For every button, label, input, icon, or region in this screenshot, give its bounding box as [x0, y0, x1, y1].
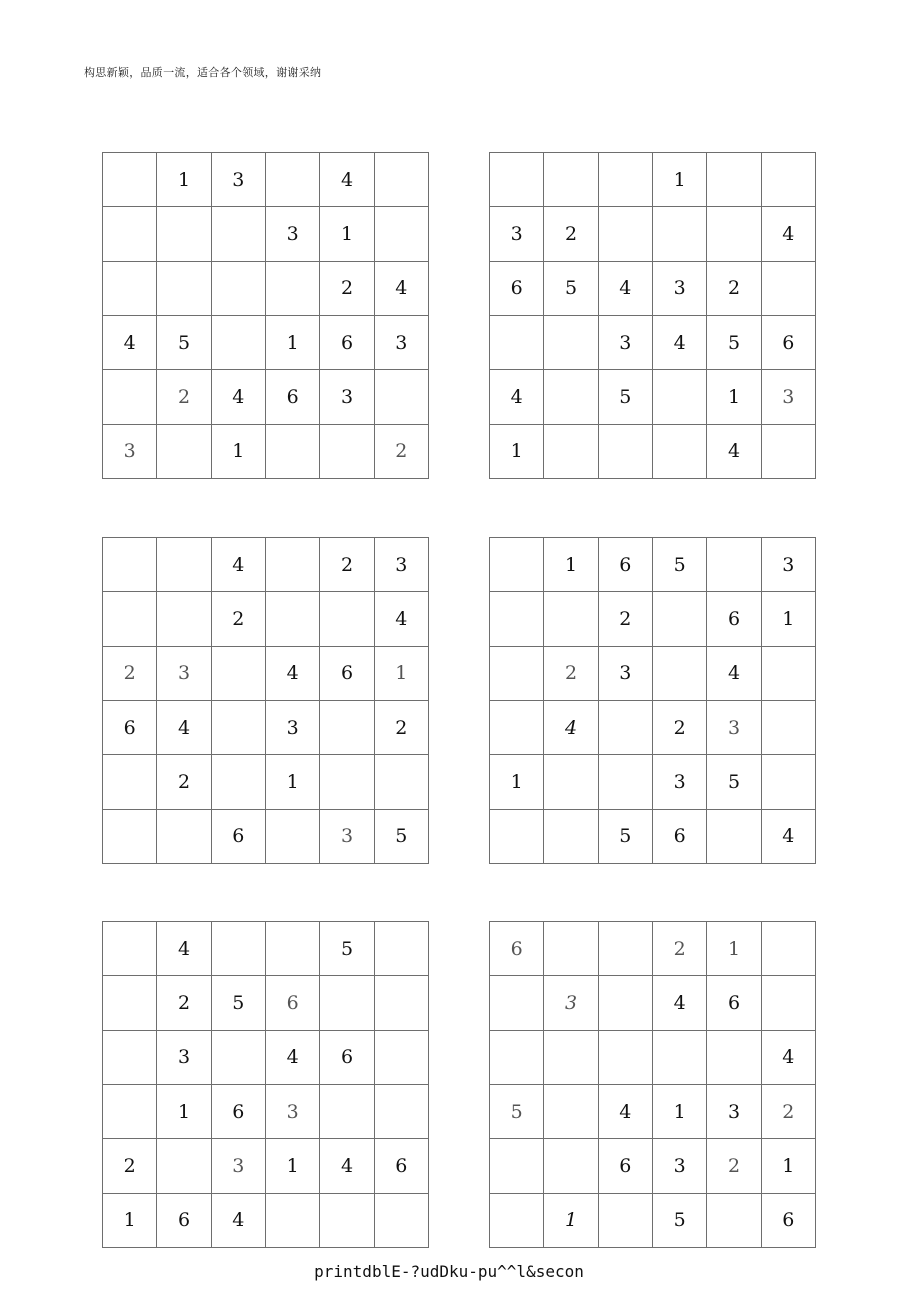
grid-cell: [266, 425, 320, 479]
grid-cell: 5: [157, 316, 211, 370]
grid-cell: [707, 1031, 761, 1085]
grid-cell: [320, 1085, 374, 1139]
grid-cell: [490, 538, 544, 592]
grid-cell: 1: [653, 1085, 707, 1139]
grid-cell: [103, 153, 157, 207]
grid-cell: 6: [599, 538, 653, 592]
grid-cell: [762, 922, 816, 976]
grid-cell: [599, 207, 653, 261]
grid-cell: [212, 316, 266, 370]
grid-cell: 3: [762, 370, 816, 424]
grid-cell: [103, 810, 157, 864]
grid-cell: [212, 755, 266, 809]
grid-cell: [490, 976, 544, 1030]
grid-cell: [103, 1085, 157, 1139]
grid-cell: 4: [762, 207, 816, 261]
grid-cell: [320, 701, 374, 755]
grid-cell: [157, 207, 211, 261]
grid-cell: [375, 755, 429, 809]
grid-cell: 4: [544, 701, 598, 755]
sudoku-grid-6: [489, 921, 816, 1248]
grid-cell: [375, 922, 429, 976]
grid-cell: [103, 538, 157, 592]
grid-cell: 1: [762, 1139, 816, 1193]
grid-cell: [212, 701, 266, 755]
grid-cell: 2: [320, 262, 374, 316]
grid-cell: 5: [212, 976, 266, 1030]
grid-cell: 1: [375, 647, 429, 701]
grid-cell: [762, 262, 816, 316]
grid-cell: [490, 701, 544, 755]
grid-cell: 4: [599, 1085, 653, 1139]
grid-cell: 4: [599, 262, 653, 316]
grid-cell: 3: [544, 976, 598, 1030]
grid-cell: 1: [707, 922, 761, 976]
grid-cell: [320, 592, 374, 646]
grid-cell: 2: [544, 647, 598, 701]
grid-cell: 6: [490, 922, 544, 976]
grid-cell: 2: [375, 701, 429, 755]
grid-cell: [375, 976, 429, 1030]
grid-cell: 1: [212, 425, 266, 479]
grid-cell: 3: [375, 316, 429, 370]
grid-cell: [266, 592, 320, 646]
grid-cell: 1: [266, 755, 320, 809]
grid-cell: 3: [266, 207, 320, 261]
grid-cell: 5: [544, 262, 598, 316]
grid-cell: 6: [157, 1194, 211, 1248]
grid-cell: 4: [707, 425, 761, 479]
grid-cell: 3: [320, 810, 374, 864]
grid-cell: [320, 755, 374, 809]
grid-cell: 2: [103, 1139, 157, 1193]
grid-cell: [320, 976, 374, 1030]
grid-cell: [599, 1031, 653, 1085]
grid-cell: 1: [707, 370, 761, 424]
grid-cell: [157, 262, 211, 316]
grid-cell: [544, 592, 598, 646]
grid-cell: [707, 538, 761, 592]
grid-cell: 3: [266, 701, 320, 755]
grid-cell: [762, 976, 816, 1030]
grid-cell: 4: [375, 262, 429, 316]
grid-cell: 2: [157, 755, 211, 809]
grid-cell: 4: [266, 647, 320, 701]
grid-cell: 3: [599, 647, 653, 701]
grid-cell: 3: [212, 1139, 266, 1193]
grid-cell: 4: [320, 153, 374, 207]
grid-cell: [544, 425, 598, 479]
grid-cell: 1: [266, 316, 320, 370]
grid-cell: [490, 810, 544, 864]
grid-cell: [490, 316, 544, 370]
grid-cell: [266, 1194, 320, 1248]
grid-cell: 2: [762, 1085, 816, 1139]
grid-cell: 3: [375, 538, 429, 592]
grid-cell: [103, 207, 157, 261]
grid-cell: [653, 370, 707, 424]
grid-cell: 1: [103, 1194, 157, 1248]
grid-cell: [544, 755, 598, 809]
grid-cell: [103, 976, 157, 1030]
grid-cell: [599, 1194, 653, 1248]
grid-cell: 5: [490, 1085, 544, 1139]
grid-cell: 4: [212, 538, 266, 592]
grid-cell: [490, 1031, 544, 1085]
grid-cell: [544, 1085, 598, 1139]
grid-cell: 3: [490, 207, 544, 261]
grid-cell: 5: [707, 755, 761, 809]
grid-cell: [544, 810, 598, 864]
grid-cell: [103, 922, 157, 976]
grid-cell: 4: [266, 1031, 320, 1085]
grid-cell: 6: [762, 316, 816, 370]
grid-cell: 1: [490, 425, 544, 479]
grid-cell: [157, 538, 211, 592]
grid-cell: 4: [762, 810, 816, 864]
grid-cell: 3: [653, 1139, 707, 1193]
grid-cell: 2: [375, 425, 429, 479]
grid-cell: 6: [653, 810, 707, 864]
grid-cell: [375, 1085, 429, 1139]
grid-cell: 2: [320, 538, 374, 592]
grid-cell: 6: [490, 262, 544, 316]
grid-cell: [653, 647, 707, 701]
grid-cell: [653, 1031, 707, 1085]
grid-cell: 6: [375, 1139, 429, 1193]
grid-cell: [653, 207, 707, 261]
grid-cell: 2: [653, 701, 707, 755]
grid-cell: 4: [653, 976, 707, 1030]
grid-cell: [103, 262, 157, 316]
grid-cell: 6: [103, 701, 157, 755]
grid-cell: 2: [103, 647, 157, 701]
grid-cell: [490, 153, 544, 207]
grid-cell: 3: [212, 153, 266, 207]
grid-cell: 2: [653, 922, 707, 976]
grid-cell: 1: [157, 153, 211, 207]
grid-cell: 3: [320, 370, 374, 424]
grid-cell: [103, 1031, 157, 1085]
grid-cell: 2: [157, 976, 211, 1030]
grid-cell: 3: [266, 1085, 320, 1139]
grid-cell: [599, 922, 653, 976]
grid-cell: [212, 1031, 266, 1085]
grid-cell: [212, 922, 266, 976]
grid-cell: 4: [490, 370, 544, 424]
grid-cell: [375, 153, 429, 207]
grid-cell: 2: [157, 370, 211, 424]
grid-cell: 5: [320, 922, 374, 976]
grid-cell: 2: [707, 262, 761, 316]
grid-cell: 4: [707, 647, 761, 701]
page-footer: printdblE-?udDku-pu^^l&secon: [314, 1262, 584, 1281]
grid-cell: [490, 592, 544, 646]
grid-cell: 1: [544, 1194, 598, 1248]
grid-cell: 1: [490, 755, 544, 809]
grid-cell: [544, 153, 598, 207]
grid-cell: [266, 153, 320, 207]
grid-cell: [266, 262, 320, 316]
grid-cell: 3: [157, 1031, 211, 1085]
grid-cell: [707, 1194, 761, 1248]
grid-cell: [375, 1031, 429, 1085]
grid-cell: [599, 153, 653, 207]
grid-cell: 3: [653, 755, 707, 809]
grid-cell: [157, 425, 211, 479]
grid-cell: [599, 755, 653, 809]
page-header: 构思新颖，品质一流，适合各个领域，谢谢采纳: [84, 66, 322, 79]
grid-cell: 6: [266, 370, 320, 424]
grid-cell: 6: [599, 1139, 653, 1193]
grid-cell: [707, 153, 761, 207]
grid-cell: 5: [599, 370, 653, 424]
grid-cell: 2: [599, 592, 653, 646]
grid-cell: [599, 976, 653, 1030]
grid-cell: 6: [707, 592, 761, 646]
grid-cell: 2: [212, 592, 266, 646]
grid-cell: 3: [599, 316, 653, 370]
grid-cell: 4: [653, 316, 707, 370]
grid-cell: 3: [157, 647, 211, 701]
grid-cell: 5: [375, 810, 429, 864]
grid-cell: 1: [266, 1139, 320, 1193]
grid-cell: [157, 810, 211, 864]
grid-cell: 6: [212, 810, 266, 864]
grid-cell: 6: [320, 647, 374, 701]
grid-cell: 4: [103, 316, 157, 370]
grid-cell: [653, 592, 707, 646]
grid-cell: [599, 701, 653, 755]
grid-cell: [320, 1194, 374, 1248]
grid-cell: 1: [544, 538, 598, 592]
grid-cell: [212, 647, 266, 701]
grid-cell: 3: [707, 701, 761, 755]
grid-cell: [375, 370, 429, 424]
grid-cell: [653, 425, 707, 479]
grid-cell: [544, 316, 598, 370]
grid-cell: [544, 1139, 598, 1193]
grid-cell: 5: [653, 538, 707, 592]
grid-cell: 1: [762, 592, 816, 646]
grid-cell: [266, 922, 320, 976]
grid-cell: [266, 538, 320, 592]
grid-cell: 6: [266, 976, 320, 1030]
grid-cell: [320, 425, 374, 479]
grid-cell: [762, 647, 816, 701]
grid-cell: 3: [653, 262, 707, 316]
grid-cell: [599, 425, 653, 479]
grid-cell: 1: [653, 153, 707, 207]
grid-cell: [544, 1031, 598, 1085]
grid-cell: 1: [320, 207, 374, 261]
grid-cell: 4: [157, 701, 211, 755]
grid-cell: 4: [212, 1194, 266, 1248]
grid-cell: [707, 810, 761, 864]
sudoku-grid-4: [489, 537, 816, 864]
grid-cell: [762, 701, 816, 755]
grid-cell: 5: [599, 810, 653, 864]
grid-cell: [490, 647, 544, 701]
grid-cell: 4: [762, 1031, 816, 1085]
grid-cell: [103, 592, 157, 646]
grid-cell: 1: [157, 1085, 211, 1139]
grid-cell: [544, 370, 598, 424]
grid-cell: 6: [212, 1085, 266, 1139]
grid-cell: 4: [375, 592, 429, 646]
grid-cell: 3: [707, 1085, 761, 1139]
sudoku-grid-5: [102, 921, 429, 1248]
grid-cell: 6: [707, 976, 761, 1030]
grid-cell: [103, 370, 157, 424]
grid-cell: [490, 1139, 544, 1193]
grid-cell: [762, 153, 816, 207]
grid-cell: [762, 755, 816, 809]
grid-cell: 2: [544, 207, 598, 261]
grid-cell: [375, 1194, 429, 1248]
grid-cell: [212, 207, 266, 261]
grid-cell: [544, 922, 598, 976]
grid-cell: [762, 425, 816, 479]
grid-cell: [157, 592, 211, 646]
grid-cell: 5: [653, 1194, 707, 1248]
grid-cell: [103, 755, 157, 809]
grid-cell: 5: [707, 316, 761, 370]
grid-cell: 6: [320, 316, 374, 370]
sudoku-grid-3: [102, 537, 429, 864]
grid-cell: 2: [707, 1139, 761, 1193]
grid-cell: [266, 810, 320, 864]
grid-cell: [375, 207, 429, 261]
grid-cell: 4: [212, 370, 266, 424]
grid-cell: 3: [762, 538, 816, 592]
grid-cell: [212, 262, 266, 316]
grid-cell: [157, 1139, 211, 1193]
grid-cell: 4: [157, 922, 211, 976]
grid-cell: 3: [103, 425, 157, 479]
grid-cell: 6: [320, 1031, 374, 1085]
grid-cell: 6: [762, 1194, 816, 1248]
grid-cell: 4: [320, 1139, 374, 1193]
grid-cell: [490, 1194, 544, 1248]
sudoku-grid-2: [489, 152, 816, 479]
sudoku-grid-1: [102, 152, 429, 479]
grid-cell: [707, 207, 761, 261]
